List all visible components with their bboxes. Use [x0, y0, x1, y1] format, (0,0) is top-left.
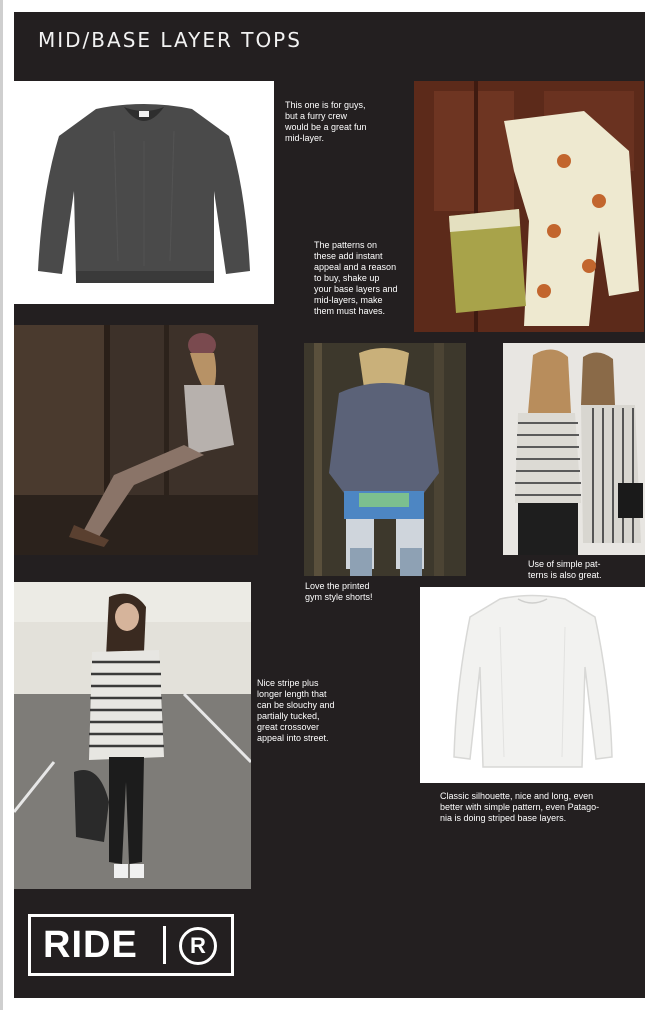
ride-logo-wordmark: RIDE [43, 924, 138, 966]
caption-gym-shorts: Love the printed gym style shorts! [305, 581, 373, 602]
photo-white-base-layer [420, 587, 645, 783]
photo-two-women-striped [503, 343, 645, 555]
photo-striped-tee-street [14, 582, 251, 889]
caption-patterns: The patterns on these add instant appeal and a reason to buy, shake up your base layers and mid-layers, make them must haves. [314, 240, 398, 316]
photo-seated-woman-wooden-wall [14, 325, 258, 555]
page-edge [0, 0, 3, 1010]
caption-furry-crew: This one is for guys, but a furry crew would be a great fun mid-layer. [285, 100, 367, 143]
ride-logo-mark-icon: R [179, 927, 217, 965]
caption-stripe: Nice stripe plus longer length that can be slouchy and partially tucked, great crossover appeal into street. [257, 678, 335, 743]
photo-knit-sweater-gym-shorts [304, 343, 466, 576]
photo-grey-furry-crew [14, 81, 274, 304]
ride-logo [28, 914, 234, 976]
caption-classic: Classic silhouette, nice and long, even better with simple pattern, even Patago- nia is doing striped base layers. [440, 791, 600, 823]
ride-logo-divider [163, 926, 166, 964]
photo-fox-print-set [414, 81, 644, 332]
caption-simple-patterns: Use of simple pat- terns is also great. [528, 559, 602, 580]
page-title: MID/BASE LAYER TOPS [38, 28, 302, 52]
